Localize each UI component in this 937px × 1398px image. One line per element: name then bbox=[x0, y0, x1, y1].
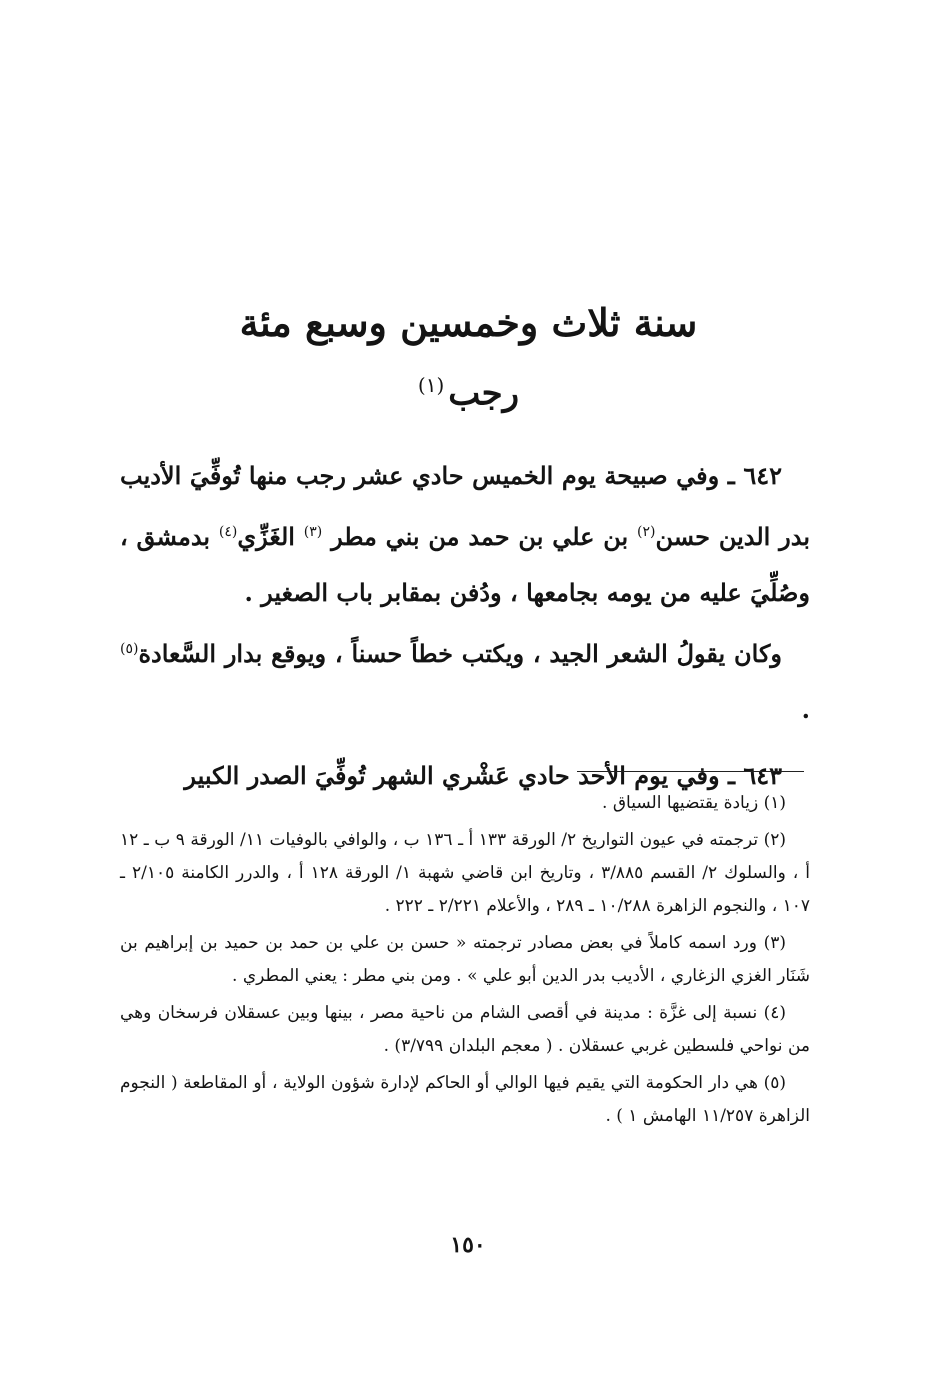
footnotes bbox=[120, 787, 810, 1137]
continuation-end: . bbox=[801, 695, 810, 724]
entry-642-text-2: بن علي بن حمد من بني مطر bbox=[322, 522, 638, 551]
footnote-ref-4: (٤) bbox=[218, 524, 238, 540]
footnote-4: (٤) نسبة إلى غزَّة : مدينة في أقصى الشام من ناحية مصر ، بينها وبين عسقلان فرسخان وهي من نواحي فلسطين غربي عسقلان . ( معجم البلدان ٣/٧٩٩) . bbox=[120, 1003, 810, 1056]
footnote-5: (٥) هي دار الحكومة التي يقيم فيها الوالي أو الحاكم لإدارة شؤون الولاية ، أو المقاطعة ( النجوم الزاهرة ١١/٢٥٧ الهامش ١ ) . bbox=[120, 1073, 810, 1126]
footnote-2: (٢) ترجمته في عيون التواريخ ٢/ الورقة ١٣٣ أ ـ ١٣٦ ب ، والوافي بالوفيات ١١/ الورقة ٩ ب ـ ١٢ أ ، والسلوك ٢/ القسم ٣/٨٨٥ ، وتاريخ ابن قاضي شهبة ١/ الورقة ١٢٨ أ ، والدرر الكامنة ٢/١٠٥ ـ ١٠٧ ، والنجوم الزاهرة ١٠/٢٨٨ ـ ٢٨٩ ، والأعلام ٢/٢٢١ ـ ٢٢٢ . bbox=[120, 830, 810, 916]
footnote-ref-2: (٢) bbox=[637, 524, 656, 540]
month-title: رجب bbox=[448, 373, 520, 414]
footnote-1: (١) زيادة يقتضيها السياق . bbox=[602, 793, 786, 813]
entry-642-text-1: ٦٤٢ ـ وفي صبيحة يوم الخميس حادي عشر رجب منها تُوفِّيَ الأديب بدر الدين حسن bbox=[120, 461, 811, 551]
entry-642-text-4: بدمشق ، وصُلِّيَ عليه من يومه بجامعها ، ودُفن بمقابر باب الصغير . bbox=[120, 522, 810, 607]
footnote-ref-3: (٣) bbox=[303, 524, 323, 540]
year-heading: سنة ثلاث وخمسين وسبع مئة bbox=[239, 300, 698, 345]
page-number: ١٥٠ bbox=[450, 1232, 486, 1258]
footnote-3: (٣) ورد اسمه كاملاً في بعض مصادر ترجمته « حسن بن علي بن حمد بن حميد بن إبراهيم بن شَنَار الغزي الزغاري ، الأديب بدر الدين أبو علي » . ومن بني مطر : يعني المطري . bbox=[120, 933, 810, 986]
footnote-separator bbox=[577, 771, 804, 772]
entry-642 bbox=[120, 448, 810, 621]
footnote-ref-5: (٥) bbox=[120, 641, 139, 657]
month-heading bbox=[150, 362, 787, 416]
entry-642-text-3: الغَزِّي bbox=[237, 522, 304, 551]
main-text bbox=[120, 448, 810, 804]
continuation-text: وكان يقولُ الشعر الجيد ، ويكتب خطاً حسناً ، ويوقع بدار السَّعادة bbox=[138, 639, 782, 668]
entry-643-text: ٦٤٣ ـ وفي يوم الأحد حادي عَشْري الشهر تُوفِّيَ الصدر الكبير bbox=[184, 761, 782, 790]
entry-642-continuation bbox=[120, 621, 810, 738]
month-footnote-ref: (١) bbox=[417, 373, 445, 397]
